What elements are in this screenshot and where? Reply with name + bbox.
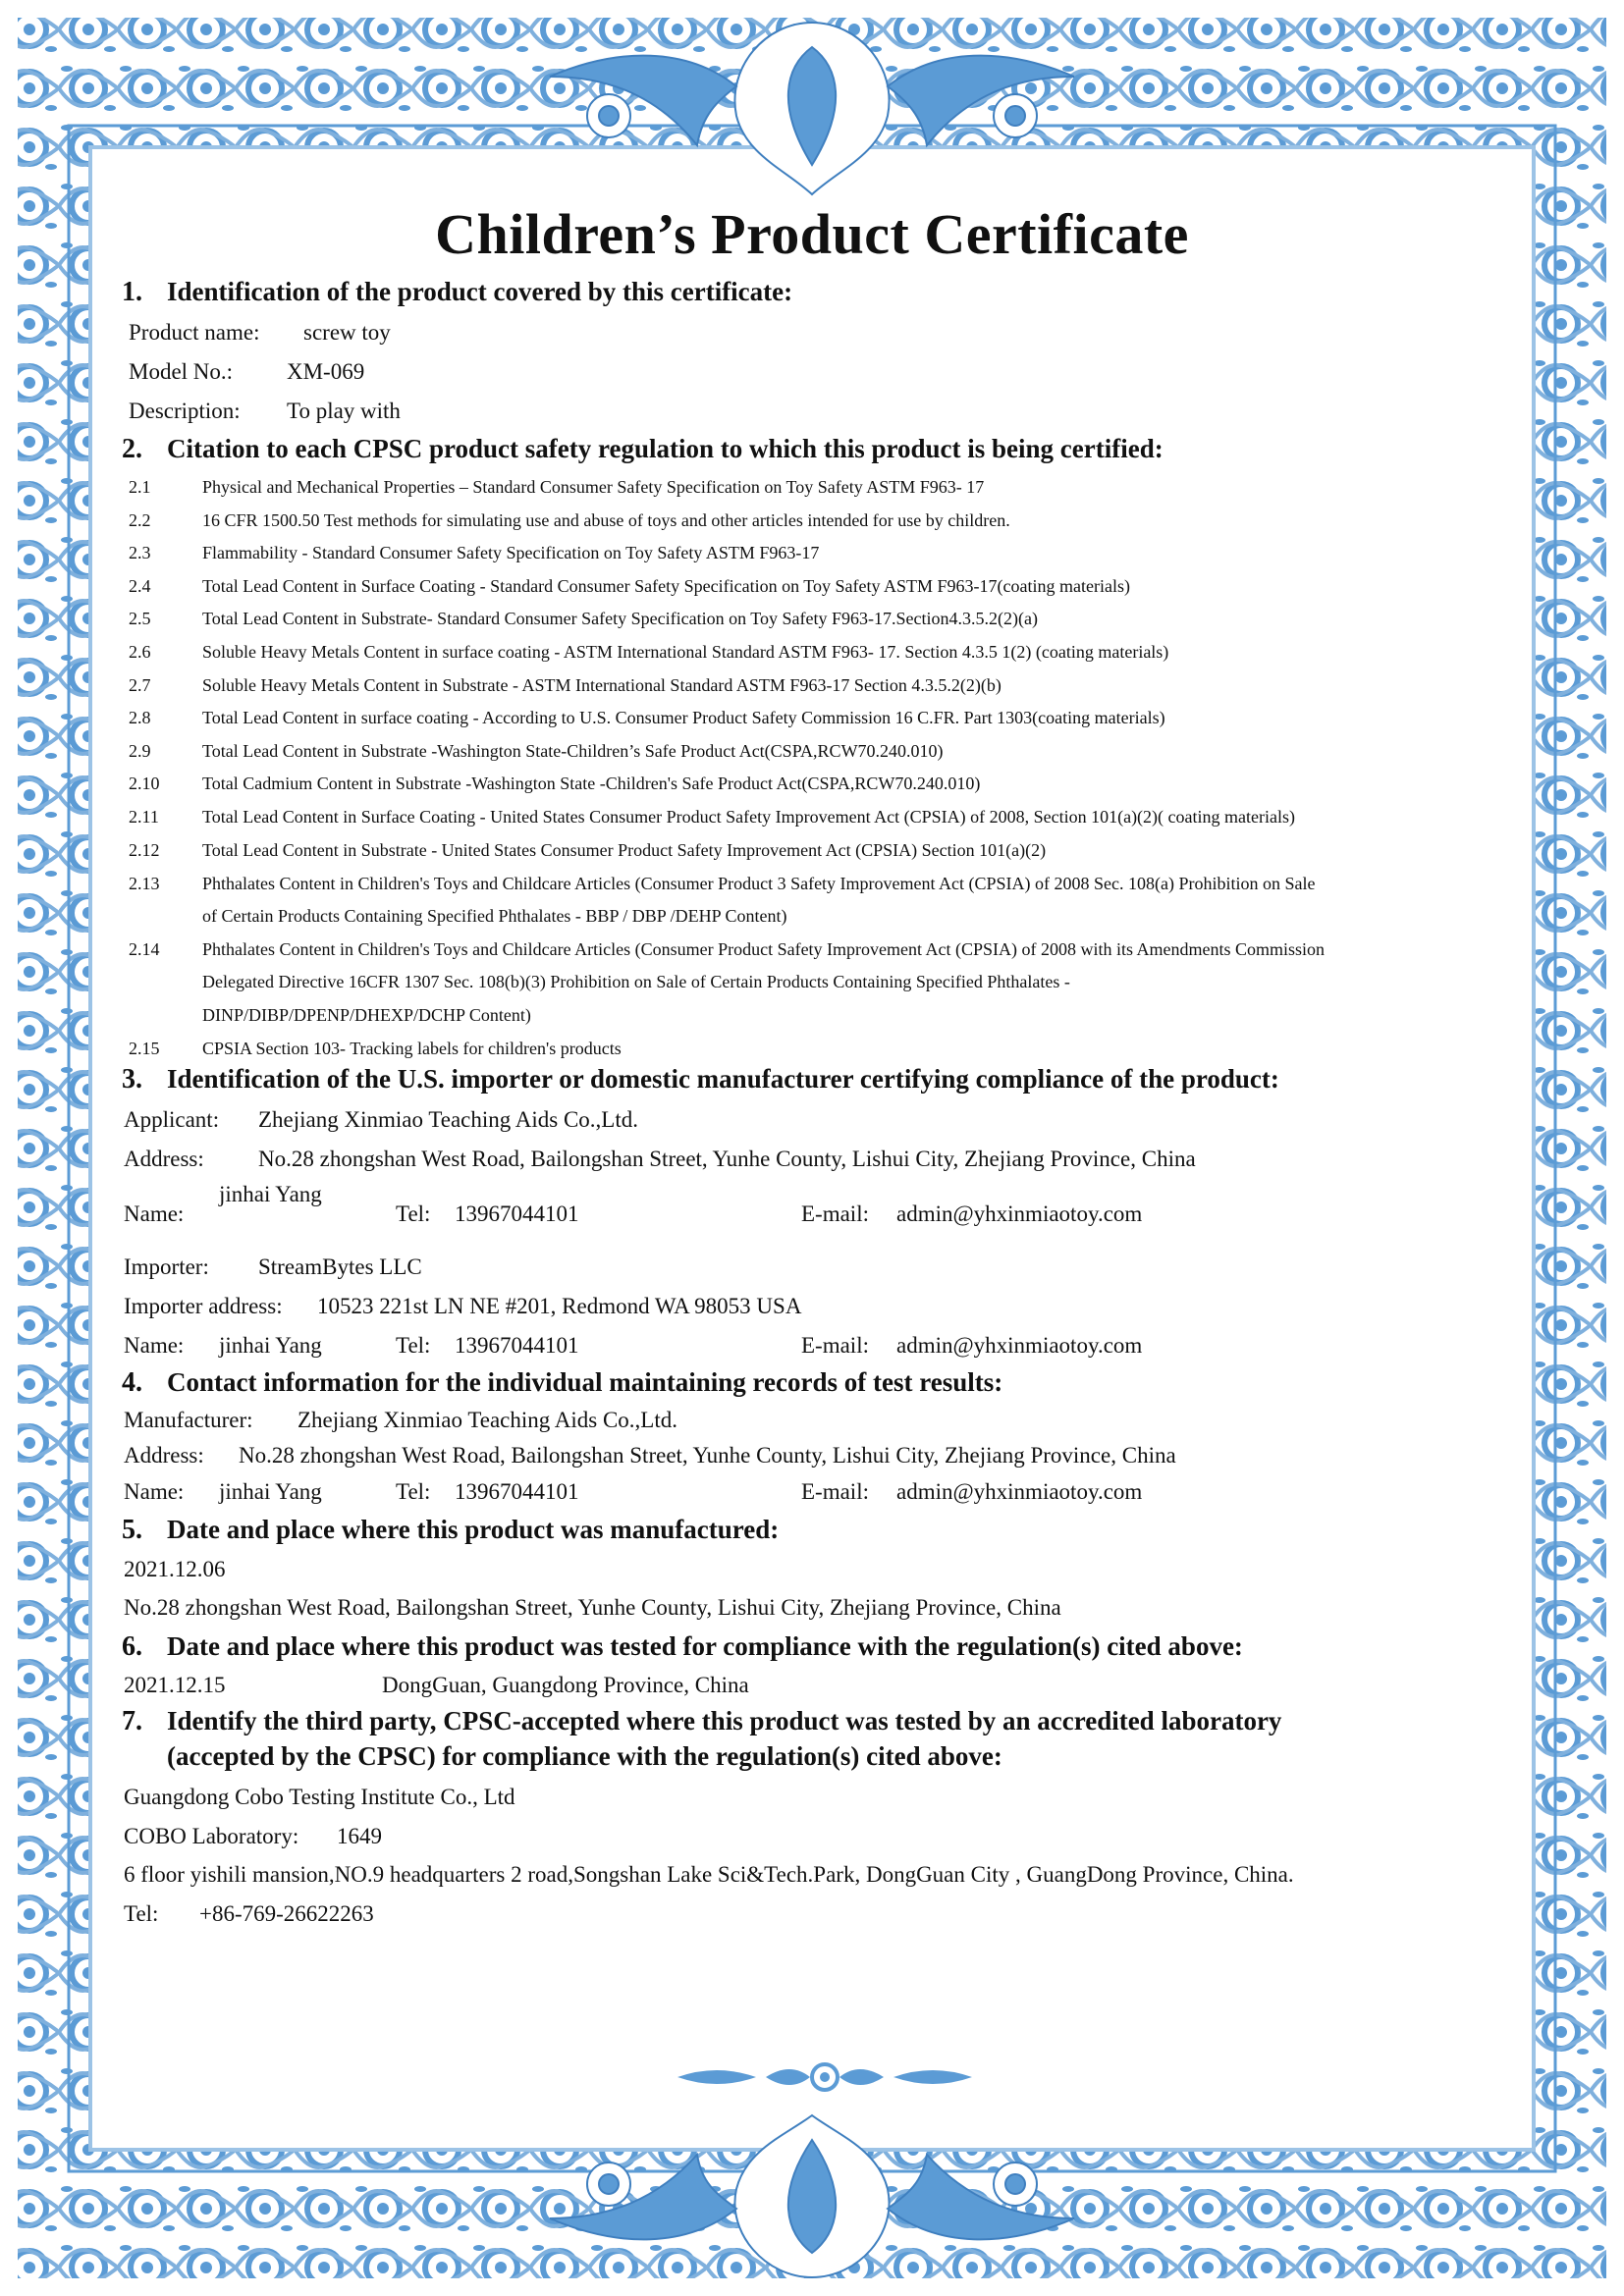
importer-email-value: admin@yhxinmiaotoy.com — [896, 1333, 1143, 1358]
citation-item-continued: Delegated Directive 16CFR 1307 Sec. 108(b)(3) Prohibition on Sale of Certain Products Containing Specified Phthalates - — [202, 972, 1070, 991]
tel-value: 13967044101 — [455, 1201, 579, 1226]
lab-name: Guangdong Cobo Testing Institute Co., Ltd — [124, 1785, 515, 1809]
section-7-title: Identify the third party, CPSC-accepted where this product was tested by an accredited laboratory — [167, 1706, 1282, 1735]
manufacturer-tel-value: 13967044101 — [455, 1479, 579, 1504]
lab-tel-label: Tel: — [124, 1901, 159, 1926]
citation-item: 2.6 Soluble Heavy Metals Content in surface coating - ASTM International Standard ASTM F963- 17. Section 4.3.5 1(2) (coating materials) — [129, 642, 1169, 662]
section-1-number: 1. — [122, 277, 142, 307]
section-4-number: 4. — [122, 1367, 142, 1398]
citation-item-continued: DINP/DIBP/DPENP/DHEXP/DCHP Content) — [202, 1005, 531, 1025]
address-label: Address: — [124, 1147, 204, 1171]
lab-number-label: COBO Laboratory: — [124, 1824, 299, 1848]
citation-item: 2.13 Phthalates Content in Children's Toys and Childcare Articles (Consumer Product 3 Safety Improvement Act (CPSIA) of 2008 Sec. 108(a) Prohibition on Sale — [129, 874, 1316, 893]
manufacturer-address-value: No.28 zhongshan West Road, Bailongshan Street, Yunhe County, Lishui City, Zhejiang Province, China — [239, 1443, 1176, 1468]
manufacturer-address-label: Address: — [124, 1443, 204, 1468]
section-2-number: 2. — [122, 434, 142, 464]
email-label: E-mail: — [801, 1201, 869, 1226]
section-6-title: Date and place where this product was tested for compliance with the regulation(s) cited above: — [167, 1631, 1243, 1661]
section-4-title: Contact information for the individual maintaining records of test results: — [167, 1367, 1003, 1397]
citation-item: 2.15 CPSIA Section 103- Tracking labels for children's products — [129, 1039, 622, 1058]
citation-item: 2.4 Total Lead Content in Surface Coating - Standard Consumer Safety Specification on Toy Safety ASTM F963-17(coating materials) — [129, 576, 1130, 596]
section-2-heading — [122, 434, 1164, 465]
manufacture-date: 2021.12.06 — [124, 1557, 226, 1581]
description-value: To play with — [287, 399, 401, 423]
section-7-title-continued: (accepted by the CPSC) for compliance with the regulation(s) cited above: — [167, 1741, 1002, 1771]
section-4-heading — [122, 1367, 1002, 1399]
description-label: Description: — [129, 399, 241, 423]
section-5-title: Date and place where this product was manufactured: — [167, 1515, 780, 1544]
importer-tel-value: 13967044101 — [455, 1333, 579, 1358]
section-5-heading — [122, 1515, 779, 1546]
importer-name-label: Name: — [124, 1333, 185, 1358]
email-value: admin@yhxinmiaotoy.com — [896, 1201, 1143, 1226]
lab-number-value: 1649 — [337, 1824, 382, 1848]
section-1-heading — [122, 277, 792, 308]
citation-item: 2.5 Total Lead Content in Substrate- Standard Consumer Safety Specification on Toy Safety F963-17.Section4.3.5.2(2)(a) — [129, 609, 1038, 628]
importer-address-label: Importer address: — [124, 1294, 283, 1318]
manufacturer-email-value: admin@yhxinmiaotoy.com — [896, 1479, 1143, 1504]
citation-item: 2.12 Total Lead Content in Substrate - United States Consumer Product Safety Improvement Act (CPSIA) Section 101(a)(2) — [129, 840, 1047, 860]
importer-label: Importer: — [124, 1255, 209, 1279]
manufacturer-name-value: jinhai Yang — [219, 1479, 322, 1504]
tel-label: Tel: — [396, 1201, 431, 1226]
importer-value: StreamBytes LLC — [258, 1255, 422, 1279]
applicant-contact-name: jinhai Yang — [219, 1182, 322, 1206]
model-label: Model No.: — [129, 359, 234, 384]
lab-address: 6 floor yishili mansion,NO.9 headquarters 2 road,Songshan Lake Sci&Tech.Park, DongGuan City , GuangDong Province, China. — [124, 1862, 1294, 1887]
importer-address-value: 10523 221st LN NE #201, Redmond WA 98053 USA — [317, 1294, 802, 1318]
section-3-number: 3. — [122, 1064, 142, 1095]
citation-item: 2.11 Total Lead Content in Surface Coating - United States Consumer Product Safety Improvement Act (CPSIA) of 2008, Section 101(a)(2)( coating materials) — [129, 807, 1295, 827]
section-7-number: 7. — [122, 1706, 142, 1736]
importer-name-value: jinhai Yang — [219, 1333, 322, 1358]
citation-item: 2.7 Soluble Heavy Metals Content in Substrate - ASTM International Standard ASTM F963-17 Section 4.3.5.2(2)(b) — [129, 675, 1001, 695]
name-label: Name: — [124, 1201, 185, 1226]
citation-item: 2.10 Total Cadmium Content in Substrate -Washington State -Children's Safe Product Act(CSPA,RCW70.240.010) — [129, 774, 981, 793]
manufacturer-name-label: Name: — [124, 1479, 185, 1504]
citation-item-continued: of Certain Products Containing Specified Phthalates - BBP / DBP /DEHP Content) — [202, 906, 787, 926]
applicant-value: Zhejiang Xinmiao Teaching Aids Co.,Ltd. — [258, 1107, 638, 1132]
citation-item: 2.8 Total Lead Content in surface coating - According to U.S. Consumer Product Safety Commission 16 C.FR. Part 1303(coating materials) — [129, 708, 1165, 727]
address-value: No.28 zhongshan West Road, Bailongshan Street, Yunhe County, Lishui City, Zhejiang Province, China — [258, 1147, 1196, 1171]
product-name-value: screw toy — [303, 320, 391, 345]
importer-email-label: E-mail: — [801, 1333, 869, 1358]
section-2-title: Citation to each CPSC product safety regulation to which this product is being certified: — [167, 434, 1164, 463]
manufacturer-label: Manufacturer: — [124, 1408, 253, 1432]
section-3-title: Identification of the U.S. importer or domestic manufacturer certifying compliance of the product: — [167, 1064, 1279, 1094]
citation-item: 2.9 Total Lead Content in Substrate -Washington State-Children’s Safe Product Act(CSPA,RCW70.240.010) — [129, 741, 944, 761]
citation-item: 2.2 16 CFR 1500.50 Test methods for simulating use and abuse of toys and other articles intended for use by children. — [129, 510, 1010, 530]
section-1-title: Identification of the product covered by this certificate: — [167, 277, 793, 306]
manufacturer-value: Zhejiang Xinmiao Teaching Aids Co.,Ltd. — [298, 1408, 677, 1432]
importer-tel-label: Tel: — [396, 1333, 431, 1358]
section-5-number: 5. — [122, 1515, 142, 1545]
section-3-heading — [122, 1064, 1279, 1095]
section-6-heading — [122, 1631, 1243, 1663]
manufacturer-tel-label: Tel: — [396, 1479, 431, 1504]
test-date: 2021.12.15 — [124, 1673, 226, 1697]
citation-item: 2.14 Phthalates Content in Children's Toys and Childcare Articles (Consumer Product Safety Improvement Act (CPSIA) of 2008 with its Amendments Commission — [129, 939, 1326, 959]
citation-item: 2.1 Physical and Mechanical Properties – Standard Consumer Safety Specification on Toy Safety ASTM F963- 17 — [129, 477, 985, 497]
product-name-label: Product name: — [129, 320, 260, 345]
lab-tel-value: +86-769-26622263 — [199, 1901, 374, 1926]
section-6-number: 6. — [122, 1631, 142, 1662]
page-title: Children’s Product Certificate — [435, 202, 1189, 266]
section-7-heading — [122, 1706, 1281, 1737]
citation-item: 2.3 Flammability - Standard Consumer Safety Specification on Toy Safety ASTM F963-17 — [129, 543, 820, 562]
manufacture-place: No.28 zhongshan West Road, Bailongshan Street, Yunhe County, Lishui City, Zhejiang Province, China — [124, 1595, 1061, 1620]
model-value: XM-069 — [287, 359, 365, 384]
manufacturer-email-label: E-mail: — [801, 1479, 869, 1504]
applicant-label: Applicant: — [124, 1107, 220, 1132]
test-place: DongGuan, Guangdong Province, China — [382, 1673, 749, 1697]
